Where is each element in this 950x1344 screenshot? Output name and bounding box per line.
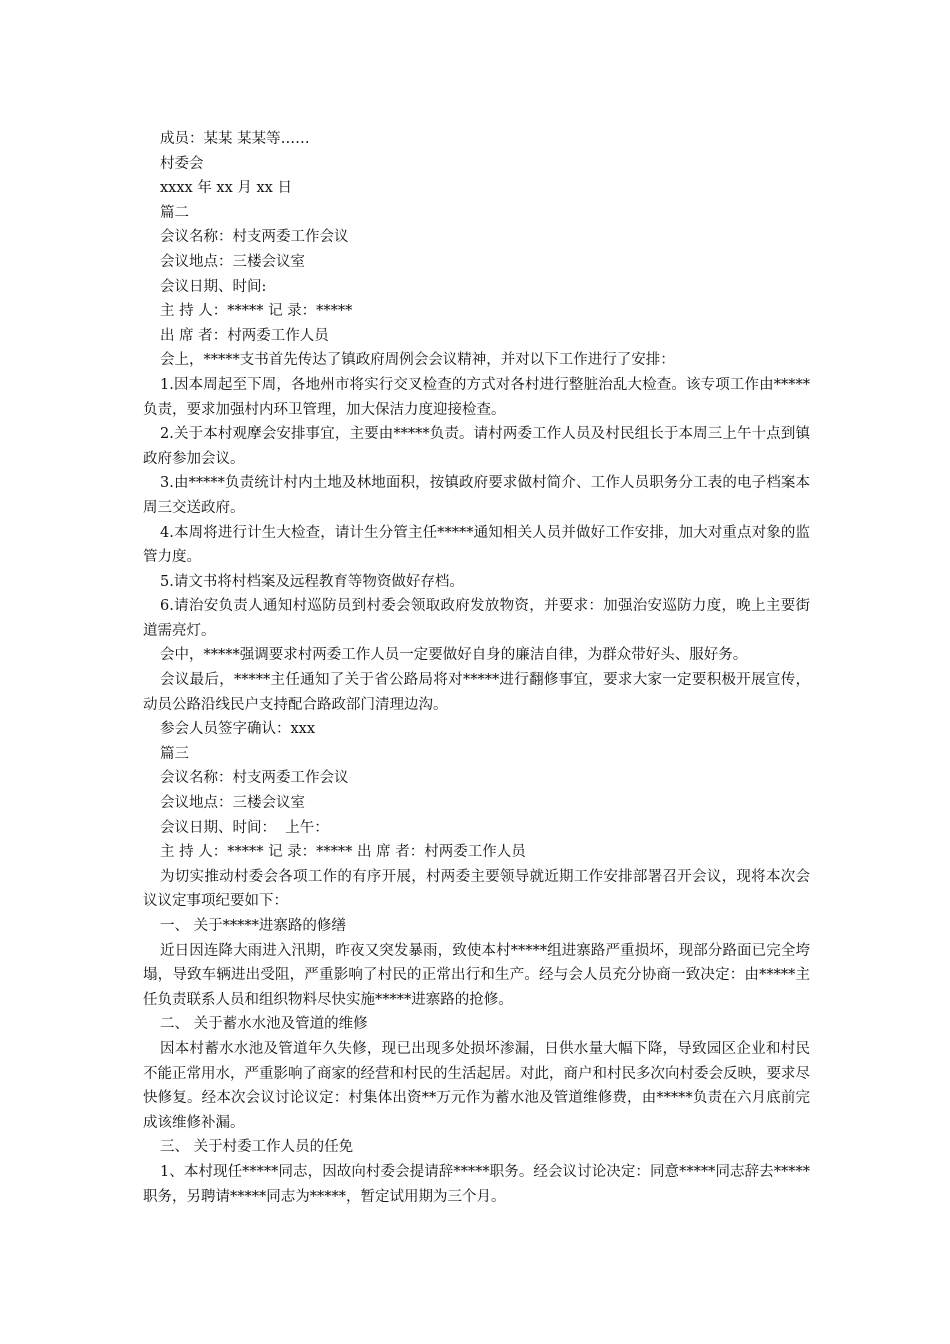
section3-heading-2: 二、 关于蓄水水池及管道的维修: [160, 1016, 368, 1033]
section3-body-3: 1、本村现任*****同志，因故向村委会提请辞*****职务。经会议讨论决定：同意*****同志辞去*****职务，另聘请*****同志为*****，暂定试用期为三个月。: [143, 1163, 810, 1205]
section3-intro: 为切实推动村委会各项工作的有序开展，村两委主要领导就近期工作安排部署召开会议，现将本次会议议定事项纪要如下：: [143, 868, 810, 910]
section2-host: 主 持 人：***** 记 录：*****: [160, 303, 353, 320]
section2-title: 篇二: [160, 204, 189, 221]
section2-meeting-place: 会议地点：三楼会议室: [160, 253, 305, 270]
document-body: [143, 127, 810, 1209]
section2-item-4: 4.本周将进行计生大检查，请计生分管主任*****通知相关人员并做好工作安排，加大对重点对象的监管力度。: [143, 524, 810, 566]
date-line: xxxx 年 xx 月 xx 日: [160, 180, 292, 197]
section3-body-2: 因本村蓄水水池及管道年久失修，现已出现多处损坏渗漏，日供水量大幅下降，导致园区企业和村民不能正常用水，严重影响了商家的经营和村民的生活起居。对此，商户和村民多次向村委会反映，要求尽快修复。经本次会议讨论议定：村集体出资**万元作为蓄水池及管道维修费，由*****负责在六月底前完成该维修补漏。: [143, 1040, 810, 1131]
section2-item-1: 1.因本周起至下周，各地州市将实行交叉检查的方式对各村进行整脏治乱大检查。该专项工作由*****负责，要求加强村内环卫管理，加大保洁力度迎接检查。: [143, 376, 810, 418]
section2-closing-2: 会议最后，*****主任通知了关于省公路局将对*****进行翻修事宜，要求大家一定要积极开展宣传，动员公路沿线民户支持配合路政部门清理边沟。: [143, 672, 810, 713]
section3-meeting-place: 会议地点：三楼会议室: [160, 795, 305, 812]
section2-closing-1: 会中，*****强调要求村两委工作人员一定要做好自身的廉洁自律，为群众带好头、服好务。: [160, 647, 748, 664]
section3-heading-1: 一、 关于*****进寨路的修缮: [160, 918, 346, 934]
section3-host-attendees: 主 持 人：***** 记 录：***** 出 席 者：村两委工作人员: [160, 844, 526, 861]
section2-item-5: 5.请文书将村档案及远程教育等物资做好存档。: [160, 573, 464, 590]
section2-meeting-name: 会议名称：村支两委工作会议: [160, 229, 349, 246]
section2-meeting-time: 会议日期、时间:: [160, 278, 267, 295]
section2-item-2: 2.关于本村观摩会安排事宜，主要由*****负责。请村两委工作人员及村民组长于本周三上午十点到镇政府参加会议。: [143, 426, 810, 467]
section2-item-3: 3.由*****负责统计村内土地及林地面积，按镇政府要求做村简介、工作人员职务分工表的电子档案本周三交送政府。: [143, 475, 810, 516]
section3-body-1: 近日因连降大雨进入汛期，昨夜又突发暴雨，致使本村*****组进寨路严重损坏，现部分路面已完全垮塌，导致车辆进出受阻，严重影响了村民的正常出行和生产。经与会人员充分协商一致决定：由*****主任负责联系人员和组织物料尽快实施*****进寨路的抢修。: [143, 942, 810, 1008]
members-line: 成员：某某 某某等……: [160, 131, 310, 147]
section2-signature: 参会人员签字确认：xxx: [160, 721, 316, 738]
section2-intro: 会上，*****支书首先传达了镇政府周例会会议精神，并对以下工作进行了安排：: [160, 352, 675, 369]
section3-meeting-time: 会议日期、时间： 上午：: [160, 819, 329, 836]
section3-meeting-name: 会议名称：村支两委工作会议: [160, 770, 349, 787]
section3-heading-3: 三、 关于村委工作人员的任免: [160, 1139, 354, 1156]
section2-attendees: 出 席 者：村两委工作人员: [160, 327, 329, 344]
organization-line: 村委会: [160, 155, 204, 172]
section3-title: 篇三: [160, 745, 189, 762]
section2-item-6: 6.请治安负责人通知村巡防员到村委会领取政府发放物资，并要求：加强治安巡防力度，晚上主要街道需亮灯。: [143, 598, 810, 639]
